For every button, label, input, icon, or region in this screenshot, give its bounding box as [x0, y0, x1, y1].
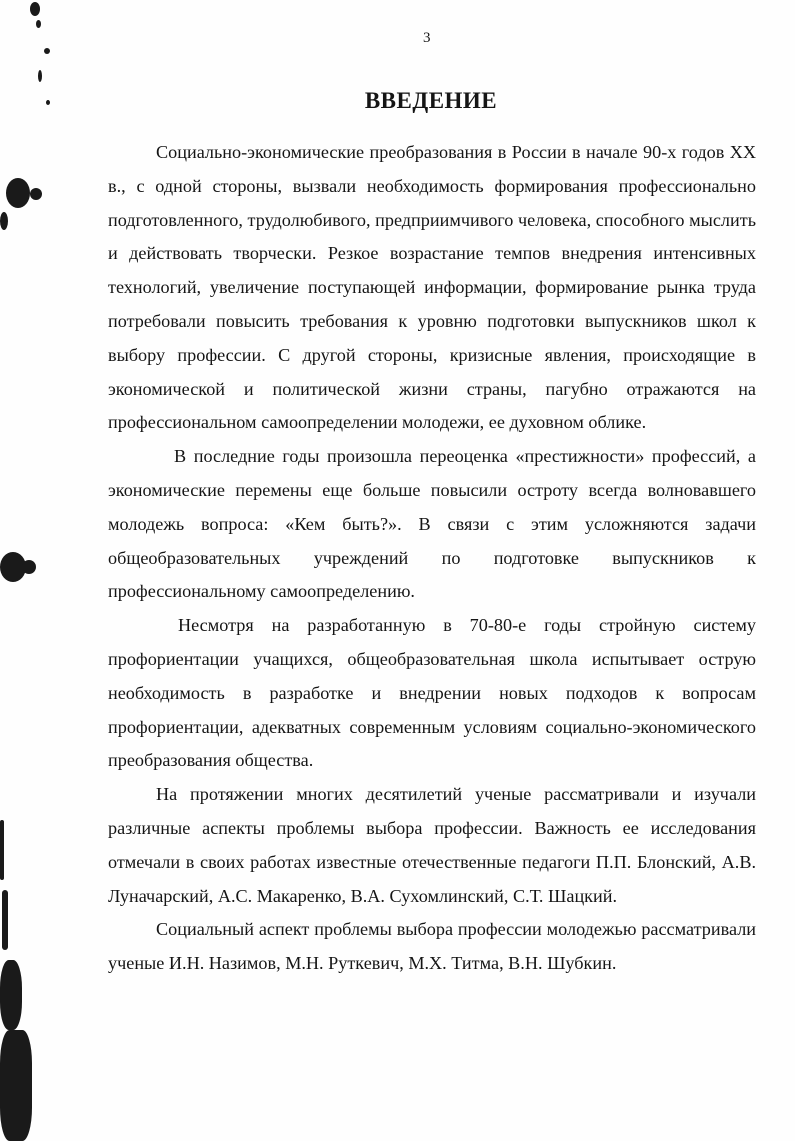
page-number: 3: [423, 30, 431, 46]
paragraph-3: Несмотря на разработанную в 70-80-е годы стройную систему профориентации учащихся, общеобразовательная школа испытывает острую необходимость в разработке и внедрении новых подходов к вопросам профориентации, адекватных современным условиям социально-экономического преобразования общества.: [108, 615, 756, 771]
paragraph-2: В последние годы произошла переоценка «престижности» профессий, а экономические перемены еще больше повысили остроту всегда волновавшего молодежь вопроса: «Кем быть?». В связи с этим усложняются задачи общеобразовательных учреждений по подготовке выпускников к профессиональному самоопределению.: [108, 446, 756, 602]
paragraph-1: Социально-экономические преобразования в России в начале 90-х годов XX в., с одной стороны, вызвали необходимость формирования профессионально подготовленного, трудолюбивого, предприимчивого человека, способного мыслить и действовать творчески. Резкое возрастание темпов внедрения интенсивных технологий, увеличение поступающей информации, формирование рынка труда потребовали повысить требования к уровню подготовки выпускников школ к выбору профессии. С другой стороны, кризисные явления, происходящие в экономической и политической жизни страны, пагубно отражаются на профессиональном самоопределении молодежи, ее духовном облике.: [108, 142, 756, 433]
body-text: [108, 136, 756, 981]
page-title: ВВЕДЕНИЕ: [364, 88, 498, 113]
paragraph-4: На протяжении многих десятилетий ученые рассматривали и изучали различные аспекты проблемы выбора профессии. Важность ее исследования отмечали в своих работах известные отечественные педагоги П.П. Блонский, А.В. Луначарский, А.С. Макаренко, В.А. Сухомлинский, С.Т. Шацкий.: [108, 784, 756, 906]
paragraph-5: Социальный аспект проблемы выбора профессии молодежью рассматривали ученые И.Н. Назимов, М.Н. Руткевич, М.Х. Титма, В.Н. Шубкин.: [108, 919, 756, 974]
